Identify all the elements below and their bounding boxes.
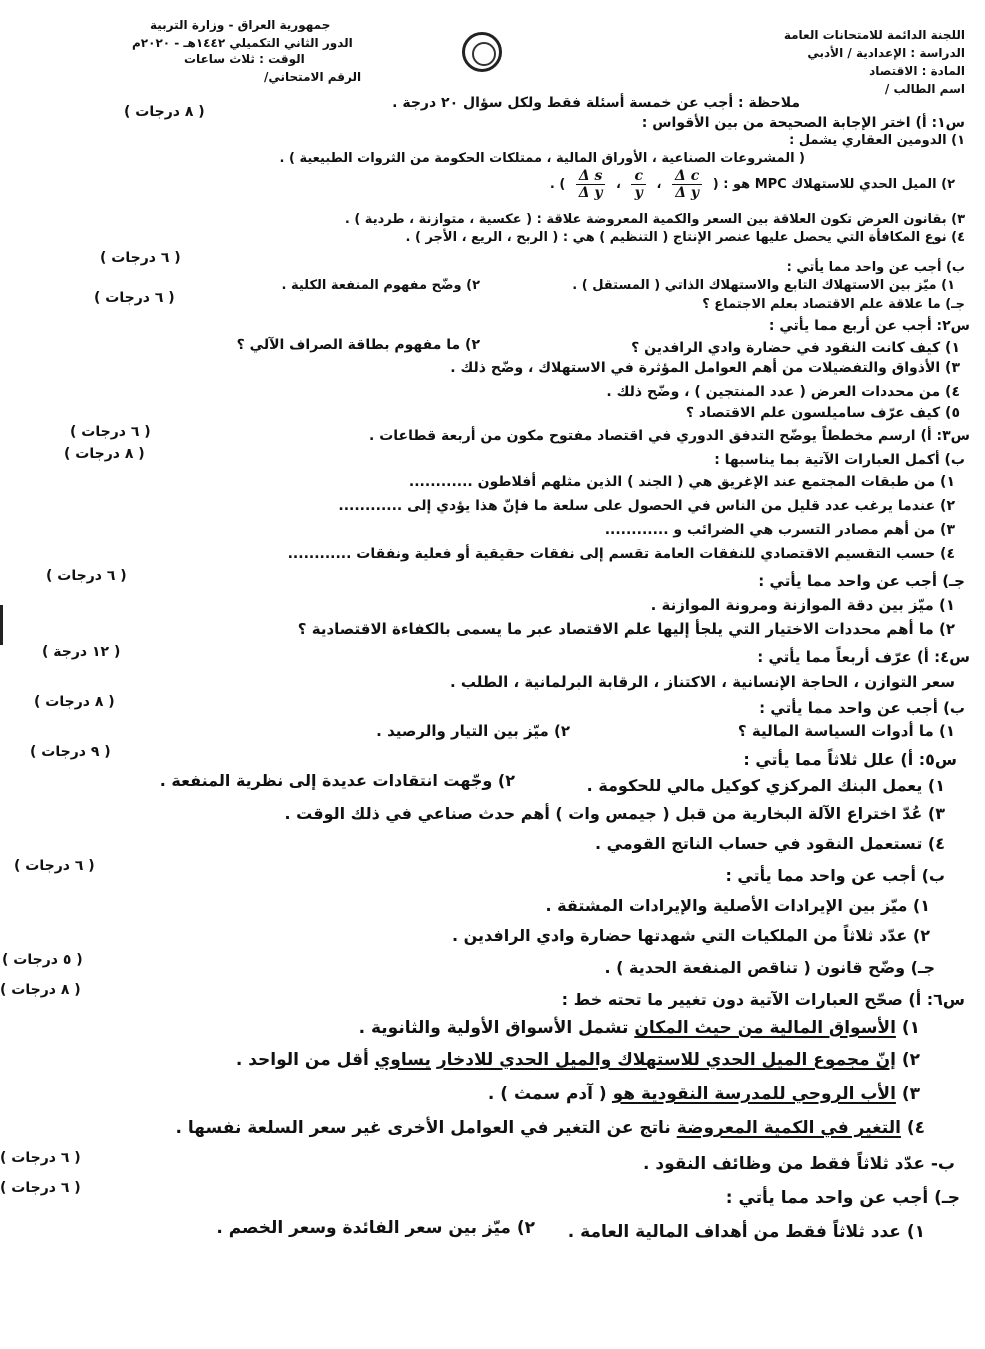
header-subject: المادة : الاقتصاد xyxy=(869,64,965,78)
scan-edge-mark xyxy=(0,605,3,645)
header-time: الوقت : ثلاث ساعات xyxy=(184,52,305,66)
q1-c: جـ) ما علاقة علم الاقتصاد بعلم الاجتماع ؟ xyxy=(702,297,965,312)
q5-a2: ٢) وجّهت انتقادات عديدة إلى نظرية المنفعة . xyxy=(159,771,515,790)
header-student-name: اسم الطالب / xyxy=(884,82,965,96)
q6-b: ب- عدّد ثلاثاً فقط من وظائف النقود . xyxy=(643,1154,955,1174)
q4-b-title: ب) أجب عن واحد مما يأتي : xyxy=(759,699,965,717)
q1-a1: ١) الدومين العقاري يشمل : xyxy=(789,133,965,148)
q5-b2: ٢) عدّد ثلاثاً من الملكيات التي شهدتها حضارة وادي الرافدين . xyxy=(451,926,930,945)
header-ministry: جمهورية العراق - وزارة التربية xyxy=(150,18,331,32)
q3-c-title: جـ) أجب عن واحد مما يأتي : xyxy=(758,572,965,590)
q6-c1: ١) عدد ثلاثاً فقط من أهداف المالية العامة . xyxy=(567,1222,925,1242)
q6-a4 xyxy=(175,1118,925,1138)
header-session: الدور الثاني التكميلي ١٤٤٢هـ - ٢٠٢٠م xyxy=(132,36,353,50)
q1-c-mark: ( ٦ درجات ) xyxy=(94,290,175,306)
q4-a-items: سعر التوازن ، الحاجة الإنسانية ، الاكتناز ، الرقابة البرلمانية ، الطلب . xyxy=(449,673,955,691)
q5-a1: ١) يعمل البنك المركزي كوكيل مالي للحكومة . xyxy=(586,776,945,795)
q2-i2: ٢) ما مفهوم بطاقة الصراف الآلي ؟ xyxy=(236,337,480,353)
q3-b-mark: ( ٨ درجات ) xyxy=(64,446,145,462)
q3-c2: ٢) ما أهم محددات الاختيار التي يلجأ إليها علم الاقتصاد عبر ما يسمى بالكفاءة الاقتصادية ؟ xyxy=(297,620,955,638)
q5-c: جـ) وضّح قانون ( تناقص المنفعة الحدية ) . xyxy=(604,958,935,977)
q1-a2-suffix: ) . xyxy=(549,177,566,192)
q5-b-mark: ( ٦ درجات ) xyxy=(14,858,95,874)
q6-a3-rest: ( آدم سمث ) . xyxy=(487,1084,607,1104)
q6-c-title: جـ) أجب عن واحد مما يأتي : xyxy=(725,1188,960,1208)
q1-a3: ٣) بقانون العرض تكون العلاقة بين السعر والكمية المعروضة علاقة : ( عكسية ، متوازنة ، طردية ) . xyxy=(344,212,965,227)
q1-a1-options: ( المشروعات الصناعية ، الأوراق المالية ، ممتلكات الحكومة من الثروات الطبيعية ) . xyxy=(279,151,805,166)
q6-a2-underlined-1: إنّ مجموع الميل الحدي للاستهلاك والميل الحدي للادخار xyxy=(436,1050,896,1070)
q1-b-title: ب) أجب عن واحد مما يأتي : xyxy=(786,260,965,275)
q3-c1: ١) ميّز بين دقة الموازنة ومرونة الموازنة . xyxy=(650,596,955,614)
q6-b-mark: ( ٦ درجات ) xyxy=(0,1150,81,1166)
q2-i5: ٥) كيف عرّف ساميلسون علم الاقتصاد ؟ xyxy=(685,405,960,421)
q1-a4: ٤) نوع المكافأة التي يحصل عليها عنصر الإنتاج ( التنظيم ) هي : ( الربح ، الريع ، الأجر ) . xyxy=(405,230,965,245)
q5-b-title: ب) أجب عن واحد مما يأتي : xyxy=(725,866,945,885)
q6-a1-number: ١) xyxy=(901,1018,920,1038)
q1-a2-fraction-1: $\frac{\text{Δ c}}{\text{Δ y}}$ xyxy=(672,168,702,201)
q2-i1: ١) كيف كانت النقود في حضارة وادي الرافدين ؟ xyxy=(631,340,960,356)
exam-note: ملاحظة : أجب عن خمسة أسئلة فقط ولكل سؤال ٢٠ درجة . xyxy=(392,95,800,111)
q6-a3 xyxy=(488,1084,920,1104)
q3-b2: ٢) عندما يرغب عدد قليل من الناس في الحصول على سلعة ما فإنّ هذا يؤدي إلى ............ xyxy=(338,498,955,514)
q5-c-mark: ( ٥ درجات ) xyxy=(2,952,83,968)
q1-b1: ١) ميّز بين الاستهلاك التابع والاستهلاك الذاتي ( المستقل ) . xyxy=(572,278,955,293)
q3-b1: ١) من طبقات المجتمع عند الإغريق هي ( الجند ) الذين مثلهم أفلاطون ............ xyxy=(408,474,955,490)
q2-i3: ٣) الأذواق والتفضيلات من أهم العوامل المؤثرة في الاستهلاك ، وضّح ذلك . xyxy=(450,360,960,376)
q3-c-mark: ( ٦ درجات ) xyxy=(46,568,127,584)
q6-a4-rest: ناتج عن التغير في العوامل الأخرى غير سعر السلعة نفسها . xyxy=(175,1118,671,1138)
ministry-seal-logo xyxy=(462,32,502,72)
q5-a-mark: ( ٩ درجات ) xyxy=(30,744,111,760)
header-study: الدراسة : الإعدادية / الأدبي xyxy=(807,46,965,60)
q1-a2-fraction-3: $\frac{\text{Δ s}}{\text{Δ y}}$ xyxy=(576,168,606,201)
q6-a3-number: ٣) xyxy=(901,1084,920,1104)
q4-a-mark: ( ١٢ درجة ) xyxy=(42,644,121,660)
q5-a4: ٤) تستعمل النقود في حساب الناتج القومي . xyxy=(594,834,945,853)
q1-a2-line: ٢) الميل الحدي للاستهلاك MPC هو : ( $\frac{\text{Δ c}}{\text{Δ y}}$ ، $\frac{c}{y}$ ، $\frac{\text{Δ s}}{\text{Δ y}}$ ) . xyxy=(549,168,955,201)
header-exam-number: الرقم الامتحاني/ xyxy=(264,70,362,84)
q6-c-mark: ( ٦ درجات ) xyxy=(0,1180,81,1196)
q3-b-title: ب) أكمل العبارات الآتية بما يناسبها : xyxy=(714,452,965,468)
q5-b1: ١) ميّز بين الإيرادات الأصلية والإيرادات المشتقة . xyxy=(545,896,930,915)
q4-b2: ٢) ميّز بين التيار والرصيد . xyxy=(376,722,570,740)
q6-a2-rest: أقل من الواحد . xyxy=(235,1050,369,1070)
q6-a3-underlined: الأب الروحي للمدرسة النقودية هو xyxy=(612,1084,896,1104)
q6-a2-number: ٢) xyxy=(901,1050,920,1070)
q6-a-mark: ( ٨ درجات ) xyxy=(0,982,81,998)
q1-a2-fraction-2: $\frac{c}{y}$ xyxy=(631,168,646,201)
q1-b2: ٢) وضّح مفهوم المنفعة الكلية . xyxy=(281,278,480,293)
q6-a4-number: ٤) xyxy=(906,1118,925,1138)
q1-a-mark: ( ٨ درجات ) xyxy=(124,104,205,120)
q1-b-mark: ( ٦ درجات ) xyxy=(100,250,181,266)
q3-a-mark: ( ٦ درجات ) xyxy=(70,424,151,440)
q6-a1-rest: تشمل الأسواق الأولية والثانوية . xyxy=(358,1018,629,1038)
q3-a: س٣: أ) ارسم مخططاً يوضّح التدفق الدوري في اقتصاد مفتوح مكون من أربعة قطاعات . xyxy=(369,428,970,444)
q6-a-title: س٦: أ) صحّح العبارات الآتية دون تغيير ما تحته خط : xyxy=(561,990,965,1009)
q4-a-title: س٤: أ) عرّف أربعاً مما يأتي : xyxy=(757,648,970,666)
q5-a-title: س٥: أ) علل ثلاثاً مما يأتي : xyxy=(743,750,957,769)
q3-b3: ٣) من أهم مصادر التسرب هي الضرائب و ............ xyxy=(604,522,955,538)
q1-a2-prefix: ٢) الميل الحدي للاستهلاك MPC هو : ( xyxy=(712,177,955,192)
q2-i4: ٤) من محددات العرض ( عدد المنتجين ) ، وضّح ذلك . xyxy=(606,384,960,400)
header-committee: اللجنة الدائمة للامتحانات العامة xyxy=(783,28,965,42)
q6-a2 xyxy=(236,1050,920,1070)
q1-a-title: س١: أ) اختر الإجابة الصحيحة من بين الأقواس : xyxy=(641,115,965,131)
q6-a2-underlined-2: يساوي xyxy=(374,1050,431,1070)
q3-b4: ٤) حسب التقسيم الاقتصادي للنفقات العامة تقسم إلى نفقات حقيقية أو فعلية ونفقات ............ xyxy=(287,546,955,562)
q2-title: س٢: أجب عن أربع مما يأتي : xyxy=(768,318,970,334)
q6-a4-underlined: التغير في الكمية المعروضة xyxy=(676,1118,901,1138)
q4-b1: ١) ما أدوات السياسة المالية ؟ xyxy=(737,722,955,740)
q6-a1 xyxy=(359,1018,920,1038)
q6-c2: ٢) ميّز بين سعر الفائدة وسعر الخصم . xyxy=(216,1218,535,1238)
q4-b-mark: ( ٨ درجات ) xyxy=(34,694,115,710)
q5-a3: ٣) عُدّ اختراع الآلة البخارية من قبل ( جيمس وات ) أهم حدث صناعي في ذلك الوقت . xyxy=(284,804,945,823)
q6-a1-underlined: الأسواق المالية من حيث المكان xyxy=(634,1018,896,1038)
